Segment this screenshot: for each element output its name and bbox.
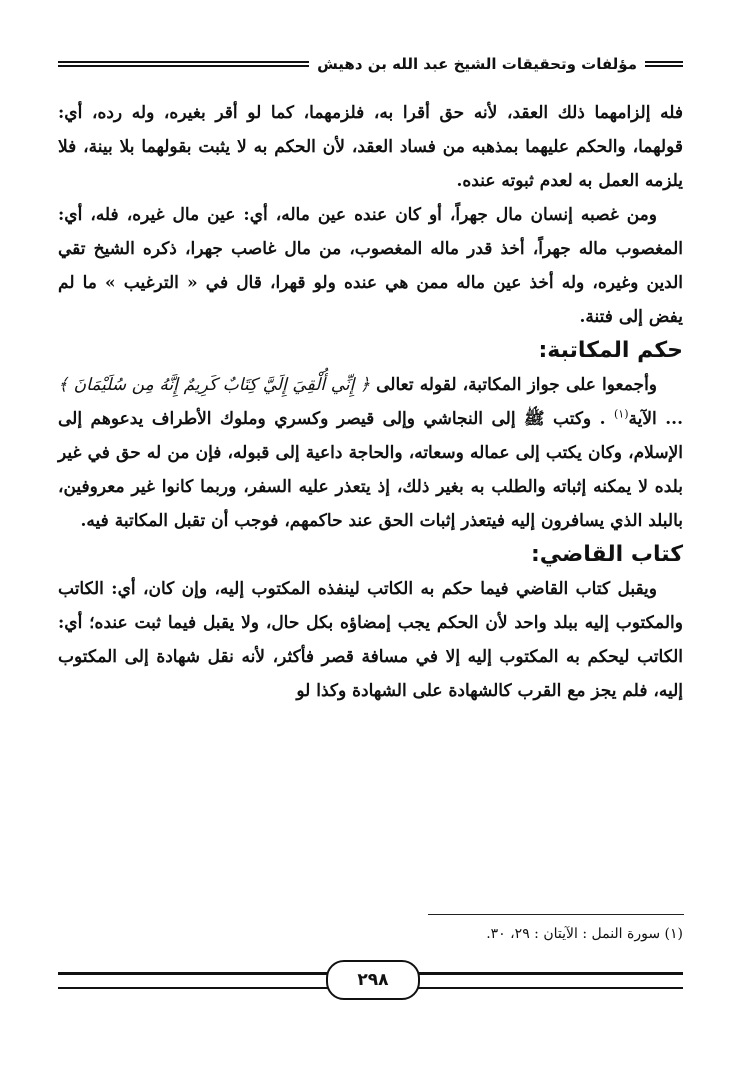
page-number: ٢٩٨	[326, 960, 420, 1000]
header-rule-left	[58, 61, 309, 67]
ayah-ref: ... الآية	[628, 409, 683, 429]
main-text	[58, 96, 683, 708]
running-header	[58, 52, 683, 76]
paragraph-1: فله إلزامهما ذلك العقد، لأنه حق أقرا به، فلزمهما، كما لو أقر بغيره، وله رده، أي: قولهما، والحكم عليهما بمذهبه من فساد العقد، لأن الحكم به لا يثبت بقولهما بلا بينة، فلا يلزمه العمل به لعدم ثبوته عنده.	[58, 103, 683, 191]
footnote-divider	[428, 914, 684, 915]
footnote: (١) سورة النمل : الآيتان : ٢٩، ٣٠.	[486, 926, 683, 942]
section-heading-qadi: كتاب القاضي:	[530, 542, 683, 567]
kitaba-paragraph	[58, 368, 683, 538]
paragraph-2: ومن غصبه إنسان مال جهراً، أو كان عنده عين ماله، أي: عين مال غيره، فله، أي: المغصوب ماله جهراً، أخذ قدر ماله المغصوب، من مال غاصب جهرا، ذكره الشيخ تقي الدين وغيره، وله أخذ عين ماله ممن هي عنده ولو قهرا، قال في « الترغيب » ما لم يفض إلى فتنة.	[58, 205, 683, 327]
running-header-title: مؤلفات وتحقيقات الشيخ عبد الله بن دهيش	[317, 55, 637, 73]
section-heading-kitaba: حكم المكاتبة:	[538, 338, 683, 363]
kitaba-text-before: وأجمعوا على جواز المكاتبة، لقوله تعالى	[376, 375, 658, 395]
footnote-marker: (١)	[613, 407, 629, 421]
page-footer	[58, 958, 683, 1002]
header-rule-right	[645, 61, 683, 67]
quran-verse: ﴿ إِنِّي أُلْقِيَ إِلَيَّ كِتَابٌ كَرِيمٌ إِنَّهُ مِن سُلَيْمَانَ ﴾	[58, 375, 370, 395]
qadi-paragraph: ويقبل كتاب القاضي فيما حكم به الكاتب لينفذه المكتوب إليه، وإن كان، أي: الكاتب والمكتوب إليه ببلد واحد لأن الحكم يجب إمضاؤه بكل حال، ولا يقبل فيما ثبت عنده؛ أي: الكاتب ليحكم به المكتوب إليه إلا في مسافة قصر فأكثر، لأنه نقل شهادة إلى المكتوب إليه، فلم يجز مع القرب كالشهادة على الشهادة وكذا لو	[58, 579, 683, 701]
kitaba-text-after: . وكتب ﷺ إلى النجاشي وإلى قيصر وكسري وملوك الأطراف يدعوهم إلى الإسلام، وكان يكتب إلى عماله وسعاته، والحاجة داعية إلى قبوله، فإن من له حق في غير بلده لا يمكنه إثباته والطلب به بغير ذلك، إذ يتعذر عليه السفر، وربما كانوا غير معروفين، بالبلد الذي يسافرون إليه فيتعذر إثبات الحق عند حاكمهم، فوجب أن تقبل المكاتبة فيه.	[58, 409, 683, 531]
